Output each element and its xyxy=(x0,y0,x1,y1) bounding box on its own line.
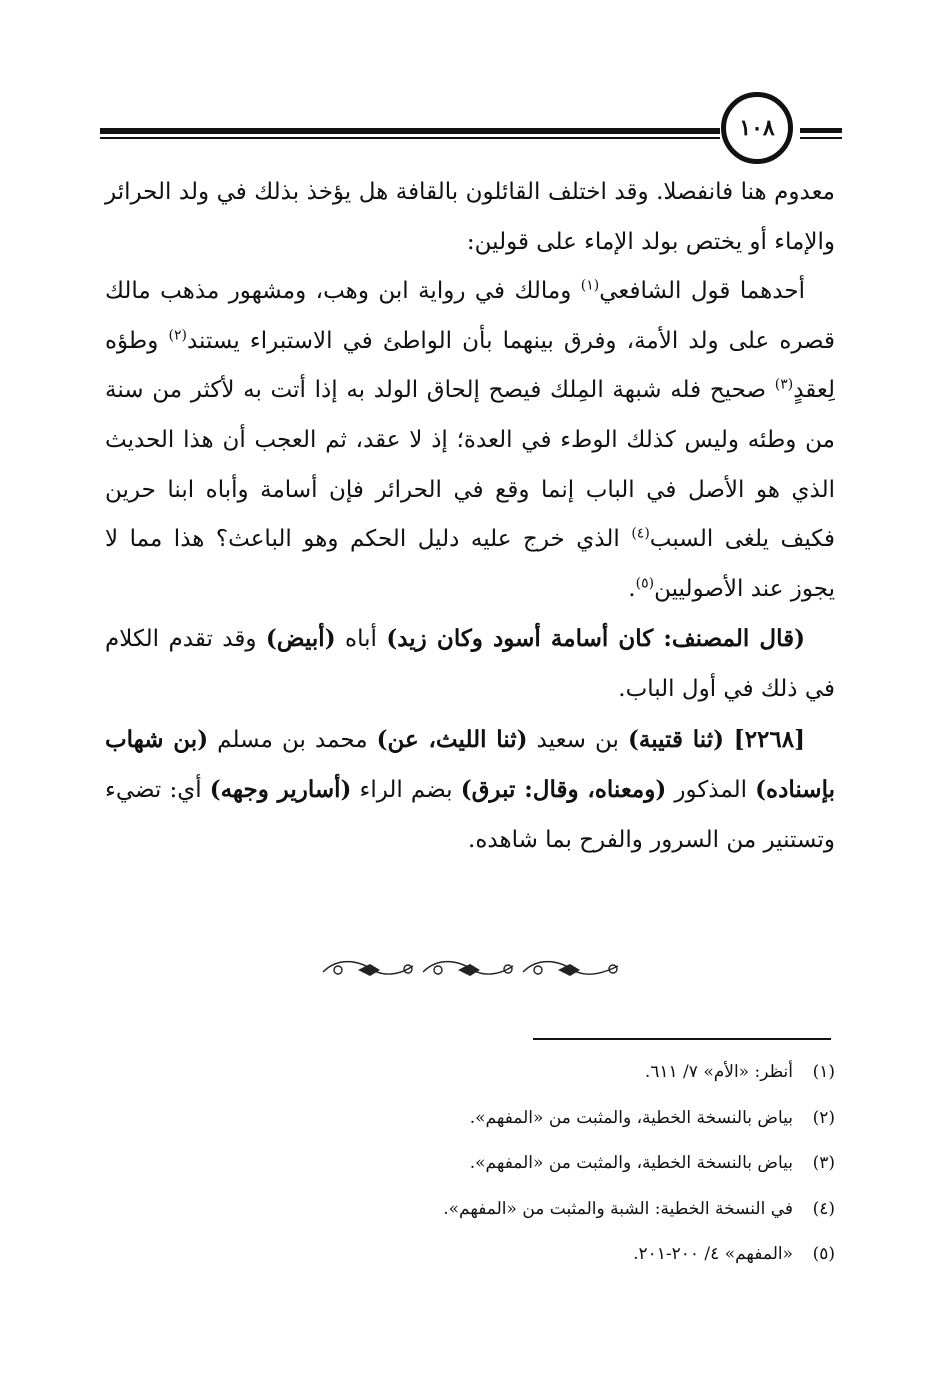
paragraph-2: أحدهما قول الشافعي$^{(١)}$ ومالك في رواية ابن وهب، ومشهور مذهب مالك قصره على ولد الأمة، وفرق بينهما بأن الواطئ في الاستبراء يستند$^{(٢)}$ وطؤه لِعقدٍ$^{(٣)}$ صحيح فله شبهة المِلك فيصح إلحاق الولد به إذا أتت به لأكثر من سنة من وطئه وليس كذلك الوطء في العدة؛ إذ لا عقد، ثم العجب أن هذا الحديث الذي هو الأصل في الباب إنما وقع في الحرائر فإن أسامة وأباه ابنا حرين فكيف يلغى السبب$^{(٤)}$ الذي خرج عليه دليل الحكم وهو الباعث؟ هذا مما لا يجوز عند الأصوليين$^{(٥)}$. xyxy=(105,277,836,602)
footnote-item xyxy=(300,1096,835,1142)
header-rule xyxy=(100,128,720,134)
footnote-text: أنظر: «الأم» ٧/ ٦١١. xyxy=(644,1062,793,1082)
footnote-text: في النسخة الخطية: الشبة والمثبت من «المفهم». xyxy=(443,1198,793,1219)
header-rule-right xyxy=(800,128,842,133)
paragraph-4: [٢٢٦٨] (ثنا قتيبة) بن سعيد (ثنا الليث، عن) محمد بن مسلم (بن شهاب بإسناده) المذكور (ومعناه، وقال: تبرق) بضم الراء (أسارير وجهه) أي: تضيء وتستنير من السرور والفرح بما شاهده. xyxy=(105,725,835,853)
footnote-ref: (٣) xyxy=(774,376,794,393)
header-rule-thin xyxy=(100,137,720,139)
footnote-item xyxy=(300,1187,835,1233)
footnote-number: (٤) xyxy=(812,1198,835,1219)
main-text xyxy=(105,168,835,865)
paragraph-1: معدوم هنا فانفصلا. وقد اختلف القائلون بالقافة هل يؤخذ بذلك في ولد الحرائر والإماء أو يختص بولد الإماء على قولين: xyxy=(105,179,835,255)
footnote-number: (٣) xyxy=(812,1153,835,1173)
footnote-text: بياض بالنسخة الخطية، والمثبت من «المفهم». xyxy=(469,1107,793,1128)
footnote-number: (٥) xyxy=(812,1244,835,1264)
footnote-item xyxy=(300,1141,835,1187)
footnote-item xyxy=(300,1050,835,1096)
footnote-separator xyxy=(533,1038,831,1040)
footnote-number: (٢) xyxy=(812,1107,835,1128)
section-ornament-icon xyxy=(318,952,628,986)
ornament-flourish-icon xyxy=(318,952,628,986)
footnote-ref: (٢) xyxy=(168,327,187,344)
footnote-number: (١) xyxy=(812,1062,835,1082)
footnote-text: بياض بالنسخة الخطية، والمثبت من «المفهم». xyxy=(469,1153,793,1173)
page-header xyxy=(100,92,845,172)
page-number: ١٠٨ xyxy=(739,115,775,141)
footnotes xyxy=(300,1050,835,1278)
footnote-ref: (٥) xyxy=(635,575,655,592)
footnote-text: «المفهم» ٤/ ٢٠٠-٢٠١. xyxy=(633,1244,793,1264)
footnote-ref: (١) xyxy=(580,277,600,294)
paragraph-3: (قال المصنف: كان أسامة أسود وكان زيد) أباه (أبيض) وقد تقدم الكلام في ذلك في أول الباب. xyxy=(105,625,835,702)
footnote-item xyxy=(300,1232,835,1278)
footnote-ref: (٤) xyxy=(631,525,650,542)
header-rule-right-thin xyxy=(800,137,842,139)
page-number-badge xyxy=(721,92,793,164)
